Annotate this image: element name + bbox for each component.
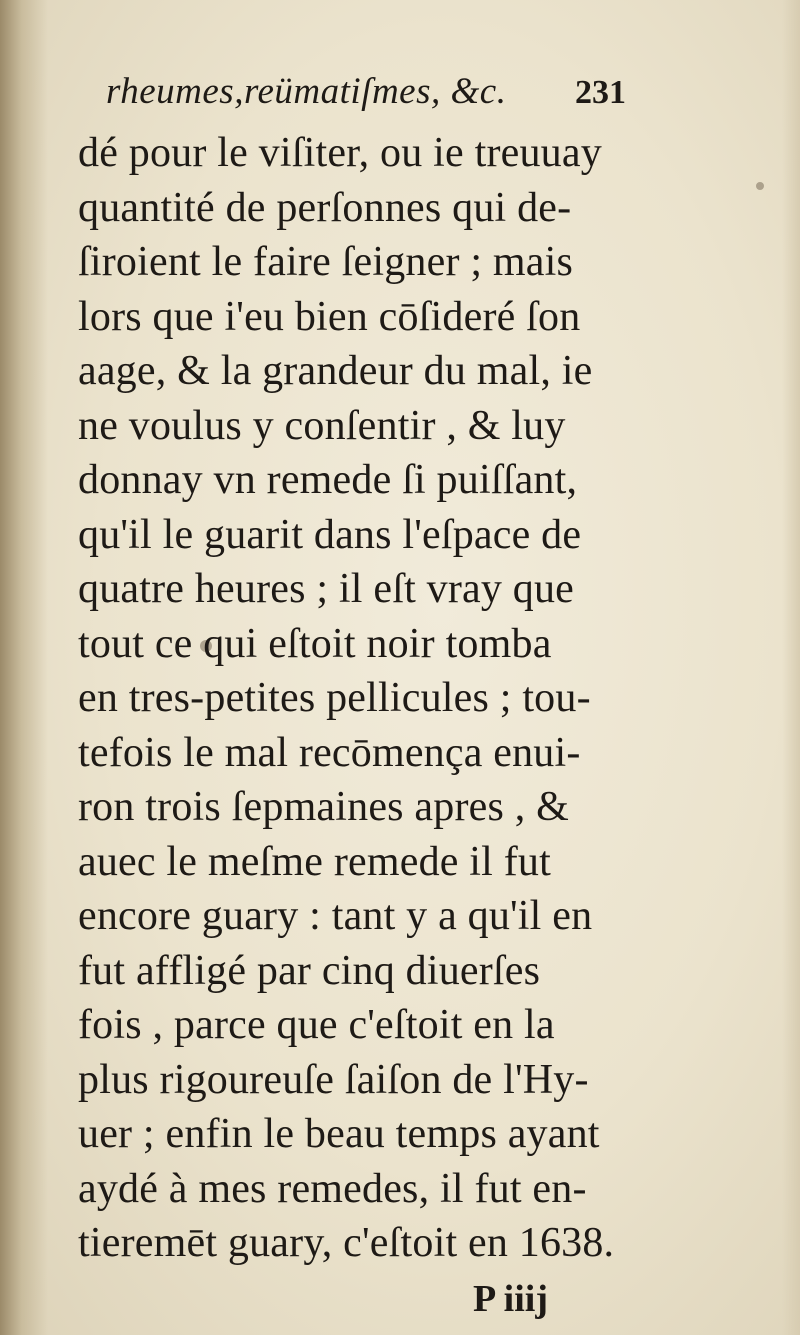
text-line: donnay vn remede ſi puiſſant, — [78, 457, 578, 503]
text-line: quantité de perſonnes qui de- — [78, 184, 572, 231]
text-line: en tres-petites pellicules ; tou- — [78, 675, 591, 721]
page-number: 231 — [575, 74, 626, 111]
text-line: fut affligé par cinq diuerſes — [78, 947, 541, 994]
text-line: ron trois ſepmaines apres , & — [78, 784, 570, 830]
text-block — [78, 70, 638, 1327]
text-line: fois , parce que c'eſtoit en la — [78, 1002, 555, 1048]
text-line: lors que i'eu bien cōſideré ſon — [78, 293, 581, 340]
binding-gutter — [0, 0, 48, 1335]
text-line: tout ce qui eſtoit noir tomba — [78, 620, 552, 667]
text-line: auec le meſme remede il fut — [78, 838, 551, 885]
text-line: quatre heures ; il eſt vray que — [78, 566, 575, 612]
running-head — [78, 70, 638, 126]
text-line: qu'il le guarit dans l'eſpace de — [78, 511, 582, 558]
text-line: ne voulus y conſentir , & luy — [78, 402, 566, 449]
ink-spot — [756, 182, 764, 190]
page-edge — [782, 0, 800, 1335]
running-head-title: rheumes,reümatiſmes, &c. — [106, 71, 507, 112]
text-line: uer ; enfin le beau temps ayant — [78, 1111, 600, 1157]
text-line: dé pour le viſiter, ou ie treuuay — [78, 130, 602, 176]
text-line: tefois le mal recōmença enui- — [78, 729, 581, 776]
text-line: encore guary : tant y a qu'il en — [78, 893, 593, 939]
body-text — [78, 126, 638, 1271]
text-line: plus rigoureuſe ſaiſon de l'Hy- — [78, 1056, 589, 1103]
text-line: aydé à mes remedes, il fut en- — [78, 1165, 587, 1212]
signature-mark: P iiij — [473, 1277, 548, 1320]
text-line: tieremēt guary, c'eſtoit en 1638. — [78, 1220, 615, 1266]
text-line: ſiroient le faire ſeigner ; mais — [78, 239, 574, 285]
text-line: aage, & la grandeur du mal, ie — [78, 348, 593, 394]
